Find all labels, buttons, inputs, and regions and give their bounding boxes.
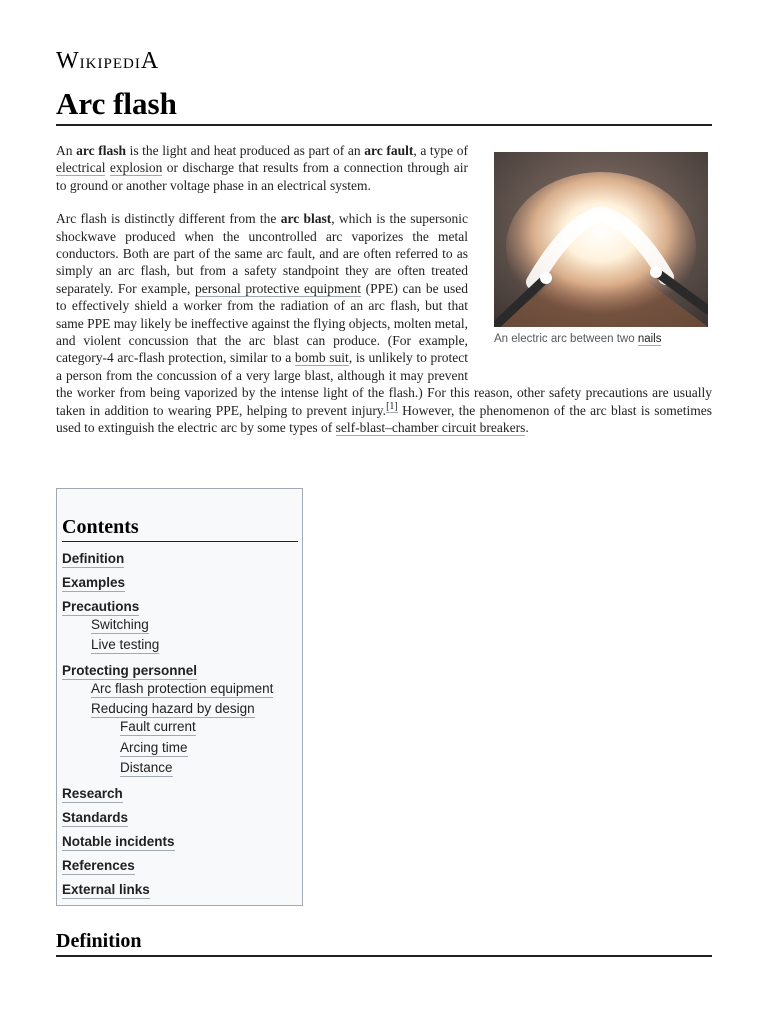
article-link[interactable]: electrical bbox=[56, 160, 106, 176]
article-link[interactable]: explosion bbox=[109, 160, 163, 176]
wikipedia-wordmark[interactable] bbox=[56, 50, 159, 72]
bold-term: arc flash bbox=[76, 143, 126, 158]
text-run: , a type of bbox=[413, 143, 468, 158]
wordmark-initial: W bbox=[56, 48, 80, 74]
toc-item[interactable]: Notable incidents bbox=[62, 834, 175, 849]
toc-item[interactable]: Standards bbox=[62, 810, 129, 825]
caption-link-nails[interactable]: nails bbox=[637, 333, 662, 345]
article-intro bbox=[56, 142, 712, 453]
toc-item[interactable]: Definition bbox=[62, 551, 125, 566]
wordmark-middle: ikipedi bbox=[79, 48, 141, 73]
text-run: or discharge that results from a connection through air to ground or another voltage phase in an electrical system. bbox=[56, 160, 469, 193]
article-link[interactable]: personal protective equipment bbox=[194, 280, 361, 296]
toc-item[interactable]: Examples bbox=[62, 575, 126, 590]
text-run: is the light and heat produced as part of an bbox=[125, 143, 365, 158]
toc-item[interactable]: Arc flash protection equipment bbox=[91, 681, 274, 696]
citation-ref bbox=[386, 401, 398, 413]
toc-item[interactable]: Research bbox=[62, 786, 123, 801]
section-heading-definition: Definition bbox=[56, 928, 712, 957]
text-run: However, the phenomenon of the arc blast is sometimes used to extinguish the electric arc by some types of bbox=[56, 402, 712, 436]
article-link[interactable]: [1] bbox=[386, 401, 398, 413]
bold-term: arc blast bbox=[280, 211, 332, 227]
article-link[interactable]: self-blast–chamber circuit breakers bbox=[335, 420, 526, 436]
toc-item[interactable]: External links bbox=[62, 882, 150, 897]
toc-item[interactable]: Distance bbox=[120, 760, 173, 775]
toc-item[interactable]: Fault current bbox=[120, 719, 196, 734]
toc-item[interactable]: Arcing time bbox=[120, 740, 188, 755]
page-title: Arc flash bbox=[56, 84, 712, 126]
bold-term: arc fault bbox=[364, 143, 414, 158]
text-run: . bbox=[525, 420, 529, 436]
text-run: , is unlikely to protect a person from the concussion of a very large blast, although it may prevent the worker from being vaporized by the intense light of the flash.) For this reason, other safety precautions are usually taken in addition to wearing PPE, helping to prevent injury. bbox=[56, 350, 712, 418]
text-run: An bbox=[56, 143, 77, 158]
infobox-space bbox=[468, 142, 712, 384]
table-of-contents bbox=[56, 488, 303, 906]
toc-title: Contents bbox=[62, 514, 298, 542]
wordmark-final: A bbox=[140, 48, 160, 74]
toc-item[interactable]: Precautions bbox=[62, 599, 140, 614]
caption-text: An electric arc between two bbox=[494, 333, 638, 345]
toc-item[interactable]: Reducing hazard by design bbox=[91, 701, 255, 716]
toc-item[interactable]: Protecting personnel bbox=[62, 663, 198, 678]
text-run: (PPE) can be used to effectively shield a worker from the radiation of an arc flash, but that same PPE may likely be ineffective against the flying objects, molten metal, and violent concussion that the arc blast can produce. (For example, category-4 arc-flash protection, similar to a bbox=[56, 280, 468, 366]
article-link[interactable]: bomb suit bbox=[294, 350, 349, 366]
toc-item[interactable]: Live testing bbox=[91, 637, 160, 652]
text-run: Arc flash is distinctly different from the bbox=[56, 211, 281, 227]
text-run: , which is the supersonic shockwave produced when the uncontrolled arc vaporizes the metal conductors. Both are part of the same arc fault, and are often referred to as simply an arc flash, but from a safety standpoint they are often treated separately. For example, bbox=[56, 211, 468, 296]
toc-item[interactable]: Switching bbox=[91, 617, 149, 632]
toc-item[interactable]: References bbox=[62, 858, 135, 873]
